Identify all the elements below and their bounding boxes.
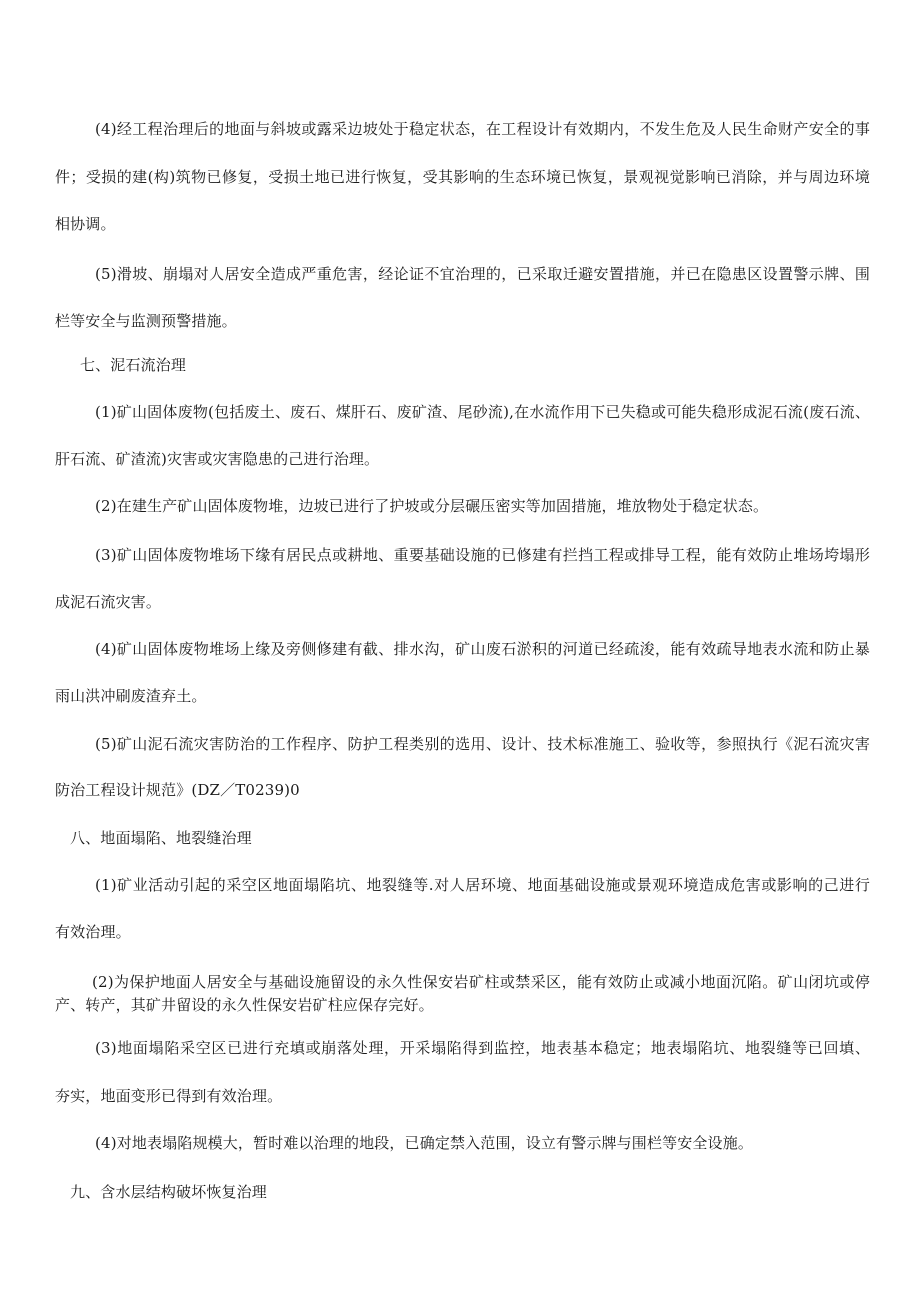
paragraph-line: (1)矿业活动引起的采空区地面塌陷坑、地裂缝等.对人居环境、地面基础设施或景观环境造成危害或影响的己进行	[95, 876, 870, 894]
paragraph-line: (4)矿山固体废物堆场上缘及旁侧修建有截、排水沟，矿山废石淤积的河道已经疏浚，能有效疏导地表水流和防止暴	[95, 640, 870, 658]
paragraph-line: (3)矿山固体废物堆场下缘有居民点或耕地、重要基础设施的已修建有拦挡工程或排导工程，能有效防止堆场垮塌形	[95, 546, 870, 564]
paragraph-line: 有效治理。	[55, 923, 131, 941]
paragraph-line: 相协调。	[55, 215, 116, 233]
paragraph-line: (5)滑坡、崩塌对人居安全造成严重危害，经论证不宜治理的，已采取迁避安置措施，并已在隐患区设置警示牌、围	[95, 265, 870, 283]
paragraph-line: 防治工程设计规范》(DZ／T0239)0	[55, 781, 300, 799]
paragraph-line: (4)对地表塌陷规模大，暂时难以治理的地段，已确定禁入范围，设立有警示牌与围栏等安全设施。	[95, 1134, 754, 1152]
paragraph-line: (1)矿山固体废物(包括废土、废石、煤肝石、废矿渣、尾砂流),在水流作用下已失稳或可能失稳形成泥石流(废石流、	[95, 403, 870, 421]
section-heading: 七、泥石流治理	[80, 356, 187, 374]
section-heading: 九、含水层结构破坏恢复治理	[70, 1183, 267, 1201]
paragraph-line: (4)经工程治理后的地面与斜坡或露采边坡处于稳定状态，在工程设计有效期内，不发生危及人民生命财产安全的事	[95, 120, 870, 138]
section-heading: 八、地面塌陷、地裂缝治理	[70, 829, 252, 847]
paragraph-line: 肝石流、矿渣流)灾害或灾害隐患的己进行治理。	[55, 450, 380, 468]
paragraph-line: (2)在建生产矿山固体废物堆，边坡已进行了护坡或分层碾压密实等加固措施，堆放物处于稳定状态。	[95, 497, 769, 515]
paragraph-line: (3)地面塌陷采空区已进行充填或崩落处理，开采塌陷得到监控，地表基本稳定；地表塌陷坑、地裂缝等已回填、	[95, 1039, 870, 1057]
paragraph-line: (5)矿山泥石流灾害防治的工作程序、防护工程类别的选用、设计、技术标准施工、验收等，参照执行《泥石流灾害	[95, 735, 870, 753]
paragraph-line: (2)为保护地面人居安全与基础设施留设的永久性保安岩矿柱或禁采区，能有效防止或减小地面沉陷。矿山闭坑或停	[92, 973, 870, 991]
paragraph-line: 成泥石流灾害。	[55, 593, 162, 611]
paragraph-line: 栏等安全与监测预警措施。	[55, 312, 237, 330]
paragraph-line: 件；受损的建(构)筑物已修复，受损土地已进行恢复，受其影响的生态环境已恢复，景观视觉影响已消除，并与周边环境	[55, 168, 870, 186]
paragraph-line: 雨山洪冲刷废渣弃土。	[55, 687, 207, 705]
paragraph-line: 产、转产，其矿井留设的永久性保安岩矿柱应保存完好。	[55, 996, 434, 1014]
paragraph-line: 夯实，地面变形已得到有效治理。	[55, 1087, 283, 1105]
